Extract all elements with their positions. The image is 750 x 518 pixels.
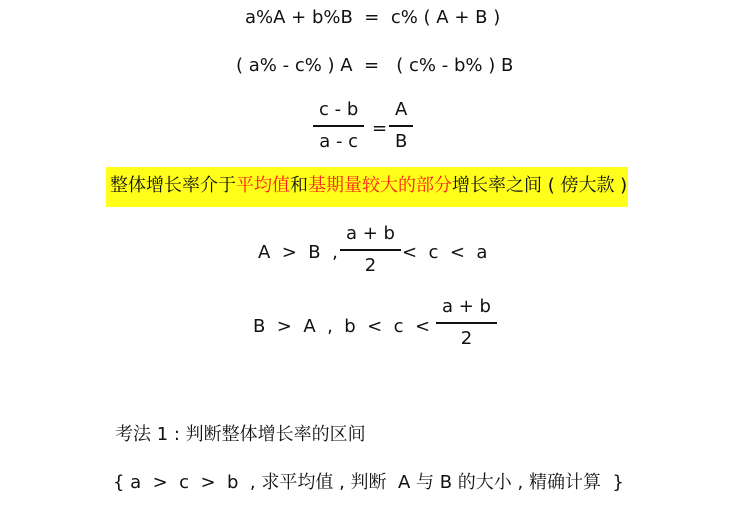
case-1-fraction (340, 225, 401, 275)
equation-1: a%A + b%B = c% ( A + B ) (245, 7, 501, 28)
method-title: 考法 1 : 判断整体增长率的区间 (115, 424, 366, 445)
case-1-suffix: < c < a (402, 242, 488, 263)
fraction-denominator: 2 (364, 254, 377, 276)
method-detail: { a > c > b , 求平均值 , 判断 A 与 B 的大小 , 精确计算 } (113, 472, 624, 493)
fraction-denominator: a - c (319, 130, 359, 152)
highlight-text-1: 整体增长率介于 (110, 175, 236, 196)
highlight-red-average: 平均值 (236, 175, 290, 196)
highlight-text-2: 和 (290, 175, 308, 196)
fraction-numerator: a + b (346, 223, 395, 244)
fraction-denominator: 2 (460, 327, 473, 349)
equation-3-equals: = (372, 118, 388, 139)
highlight-red-larger-base: 基期量较大的部分 (308, 175, 452, 196)
equation-3-left-fraction (313, 101, 364, 151)
highlight-text-3: 增长率之间 ( 傍大款 ) (452, 175, 628, 196)
fraction-numerator: a + b (442, 296, 491, 317)
equation-3-right-fraction (389, 101, 413, 151)
highlight-statement (110, 177, 627, 195)
case-2-prefix: B > A , b < c < (253, 316, 431, 337)
fraction-denominator: B (395, 130, 408, 152)
case-2-fraction (436, 298, 497, 348)
equation-2: ( a% - c% ) A = ( c% - b% ) B (236, 55, 514, 76)
case-1-prefix: A > B , (258, 242, 338, 263)
fraction-numerator: c - b (319, 99, 359, 120)
fraction-numerator: A (395, 99, 408, 120)
